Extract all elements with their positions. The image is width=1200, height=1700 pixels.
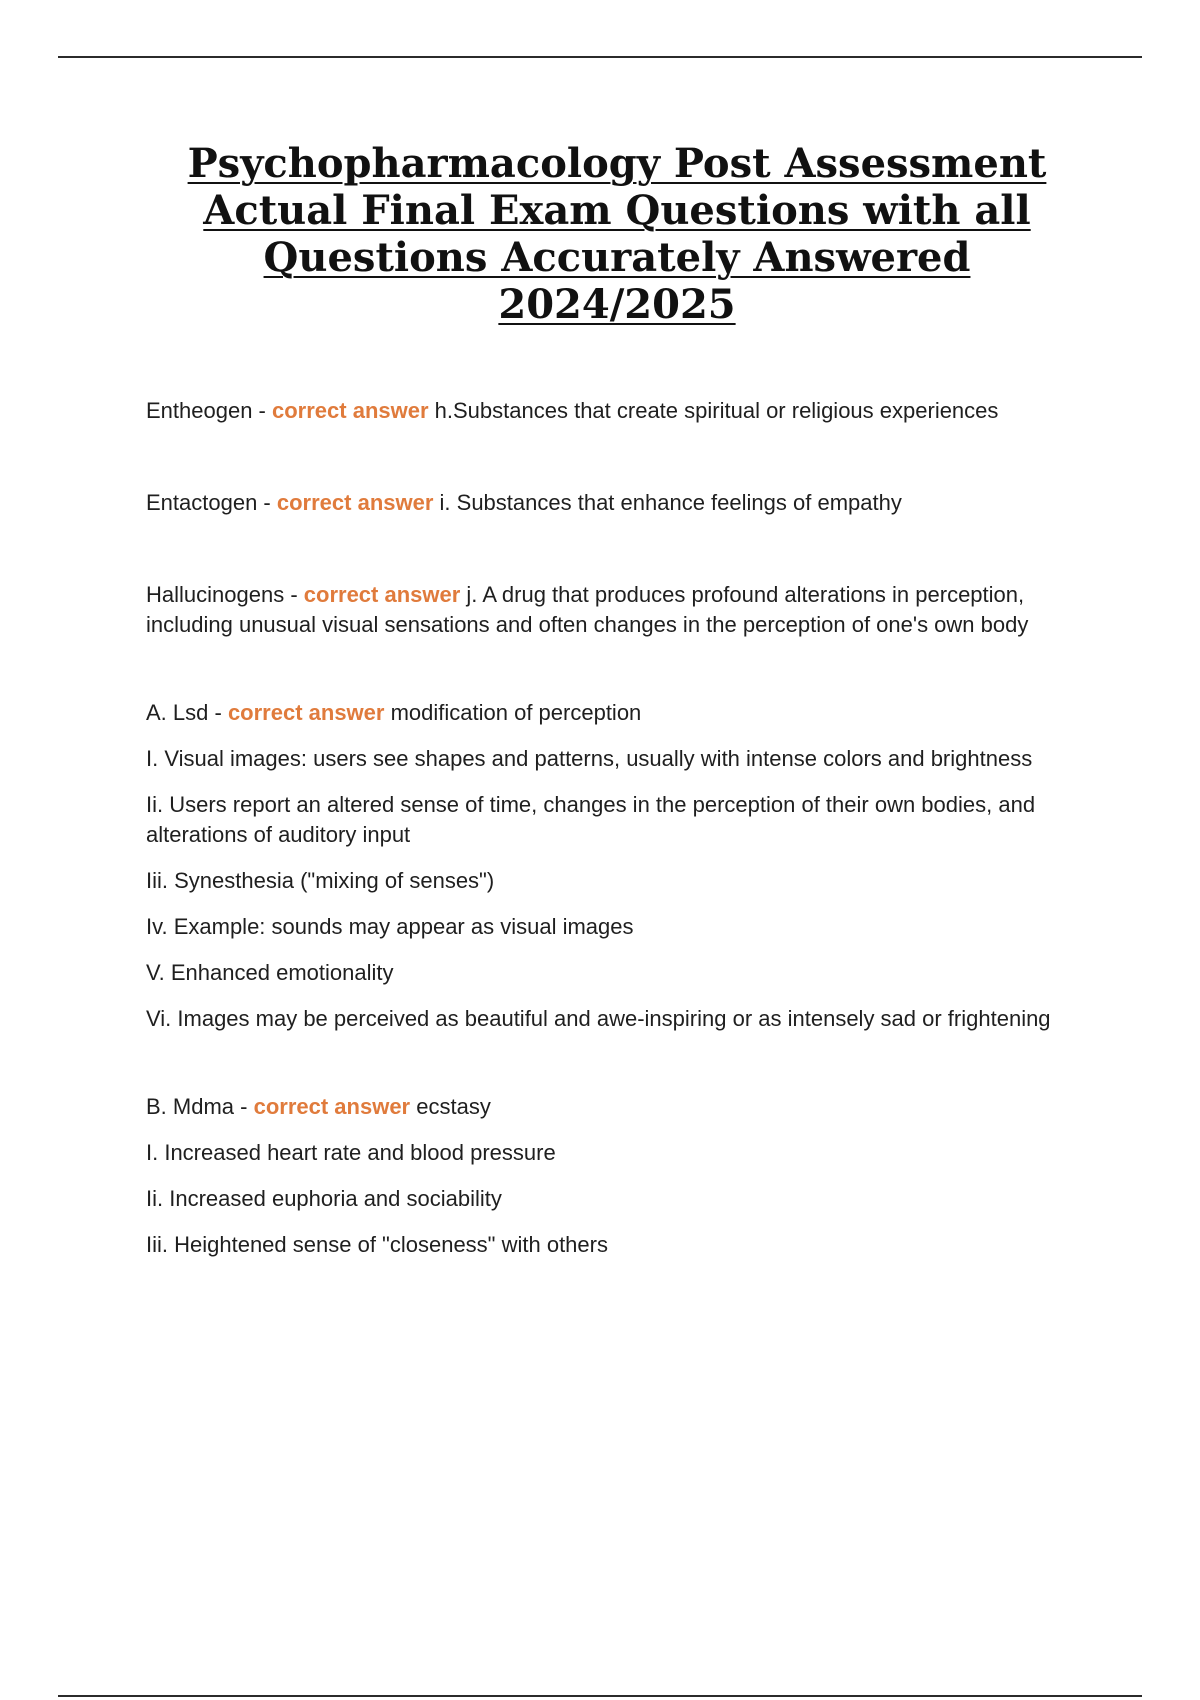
list-item: V. Enhanced emotionality xyxy=(146,960,394,985)
answer-label: correct answer xyxy=(276,490,434,515)
bottom-rule xyxy=(58,1695,1142,1697)
entry-separator: - xyxy=(234,1094,254,1119)
qa-entry-entactogen xyxy=(146,488,1096,518)
entry-definition: ecstasy xyxy=(416,1094,491,1119)
qa-entry-entheogen xyxy=(146,396,1096,426)
title-line: Actual Final Exam Questions with all xyxy=(203,187,1031,234)
document-title xyxy=(120,140,1114,328)
title-line: Questions Accurately Answered xyxy=(263,234,971,281)
qa-entry-hallucinogens xyxy=(146,580,1096,640)
entry-separator: - xyxy=(284,582,304,607)
entry-term: Entactogen xyxy=(146,490,258,515)
entry-term: B. Mdma xyxy=(146,1094,235,1119)
list-item: I. Visual images: users see shapes and patterns, usually with intense colors and brightness xyxy=(146,746,1033,771)
list-item: Ii. Users report an altered sense of time, changes in the perception of their own bodies, and alterations of auditory input xyxy=(146,792,1036,847)
entry-definition: h.Substances that create spiritual or religious experiences xyxy=(434,398,999,423)
answer-label: correct answer xyxy=(303,582,461,607)
entry-term: A. Lsd xyxy=(146,700,209,725)
qa-entry-lsd xyxy=(146,698,1096,728)
list-item: I. Increased heart rate and blood pressure xyxy=(146,1140,556,1165)
list-item: Ii. Increased euphoria and sociability xyxy=(146,1186,502,1211)
entry-separator: - xyxy=(257,490,277,515)
list-item: Iii. Heightened sense of "closeness" with others xyxy=(146,1232,608,1257)
top-rule xyxy=(58,56,1142,58)
title-line: 2024/2025 xyxy=(498,281,736,328)
entry-definition: modification of perception xyxy=(390,700,642,725)
list-item: Vi. Images may be perceived as beautiful and awe-inspiring or as intensely sad or frightening xyxy=(146,1006,1051,1031)
answer-label: correct answer xyxy=(253,1094,411,1119)
entry-term: Entheogen xyxy=(146,398,253,423)
answer-label: correct answer xyxy=(272,398,429,423)
list-item: Iv. Example: sounds may appear as visual images xyxy=(146,914,634,939)
entry-separator: - xyxy=(252,398,272,423)
entry-term: Hallucinogens xyxy=(146,582,285,607)
entry-separator: - xyxy=(208,700,228,725)
list-item: Iii. Synesthesia ("mixing of senses") xyxy=(146,868,495,893)
title-line: Psychopharmacology Post Assessment xyxy=(187,140,1047,187)
qa-content xyxy=(146,396,1096,1260)
entry-definition: j. A drug that produces profound alterations in perception, including unusual visual sensations and often changes in the perception of one's own body xyxy=(146,582,1029,637)
qa-entry-mdma xyxy=(146,1092,1096,1122)
entry-definition: i. Substances that enhance feelings of empathy xyxy=(439,490,902,515)
answer-label: correct answer xyxy=(227,700,385,725)
